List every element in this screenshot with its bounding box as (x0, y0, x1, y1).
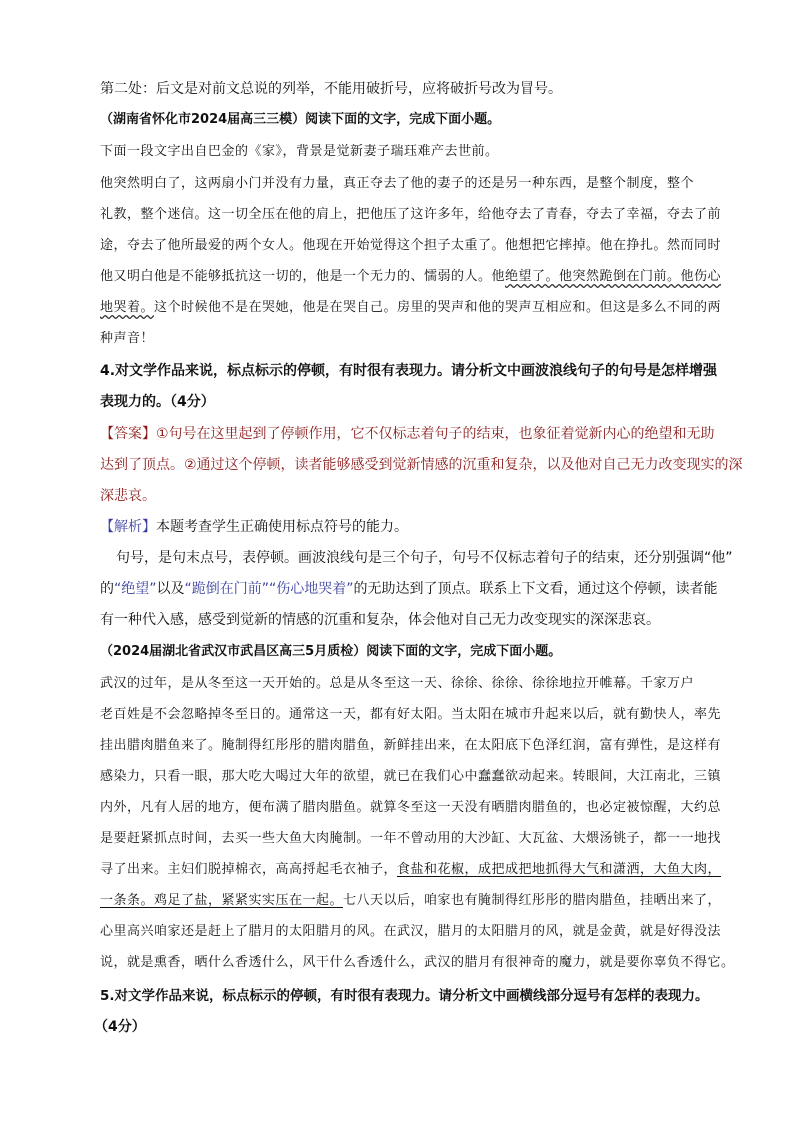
quoted-term: “跪倒在门前”“伤心地哭着” (184, 581, 354, 597)
analysis-text: 的 (100, 581, 114, 597)
passage-2-line: 说，就是熏香，晒什么香透什么，风干什么香透什么，武汉的腊月有很神奇的魔力，就是要你辜负不得它。 (100, 955, 735, 970)
analysis-tag: 【解析】 (100, 519, 156, 535)
question-4: 表现力的。（4分） (100, 394, 215, 410)
passage-text: 七八天以后，咱家也有腌制得红彤彤的腊肉腊鱼，挂晒出来了， (343, 893, 722, 908)
analysis-text: 以及 (156, 581, 185, 597)
passage-1-line: 礼教，整个迷信。这一切全压在他的肩上，把他压了这许多年，给他夺去了青春，夺去了幸福，夺去了前 (100, 207, 722, 222)
passage-2-line: 心里高兴咱家还是赶上了腊月的太阳腊月的风。在武汉，腊月的太阳腊月的风，就是金黄，就是好得没法 (100, 924, 722, 939)
passage-1-line (100, 299, 721, 317)
analysis-line: 有一种代入感，感受到觉新的情感的沉重和复杂，体会他对自己无力改变现实的深深悲哀。 (100, 612, 660, 628)
passage-2-line: 挂出腊肉腊鱼来了。腌制得红彤彤的腊肉腊鱼，新鲜挂出来，在太阳底下色泽红润，富有弹性，是这样有 (100, 738, 722, 753)
passage-2-line (100, 892, 721, 910)
question-5: （4分） (94, 1019, 146, 1035)
source-line-1: （湖南省怀化市2024届高三三模）阅读下面的文字，完成下面小题。 (100, 112, 501, 127)
analysis-text: 的无助达到了顶点。联系上下文看，通过这个停顿，读者能 (353, 581, 718, 597)
passage-2-line: 是要赶紧抓点时间，去买一些大鱼大肉腌制。一年不曾动用的大沙缸、大瓦盆、大煨汤铫子，都一一地找 (100, 831, 722, 846)
passage-2-line: 感染力，只看一眼，那大吃大喝过大年的欲望，就已在我们心中蠢蠢欲动起来。转眼间，大江南北，三镇 (100, 769, 722, 784)
question-5: 5.对文学作品来说，标点标示的停顿，有时很有表现力。请分析文中画横线部分逗号有怎样的表现力。 (100, 988, 709, 1004)
passage-2-line: 内外，凡有人居的地方，便布满了腊肉腊鱼。就算冬至这一天没有晒腊肉腊鱼的，也必定被惊醒，大约总 (100, 800, 722, 815)
passage-1-line: 他突然明白了，这两扇小门并没有力量，真正夺去了他的妻子的还是另一种东西，是整个制度，整个 (100, 176, 695, 191)
note-line: 第二处：后文是对前文总说的列举，不能用破折号，应将破折号改为冒号。 (100, 81, 562, 97)
passage-text: 这个时候他不是在哭她，他是在哭自己。房里的哭声和他的哭声互相应和。但这是多么不同的两 (154, 300, 722, 315)
passage-2-line: 老百姓是不会忽略掉冬至日的。通常这一天，都有好太阳。当太阳在城市升起来以后，就有勤快人，率先 (100, 707, 722, 722)
underlined-sentence: 食盐和花椒，成把成把地抓得大气和潇洒，大鱼大肉， (397, 862, 722, 877)
passage-1-line: 途，夺去了他所最爱的两个女人。他现在开始觉得这个担子太重了。他想把它摔掉。他在挣扎。然而同时 (100, 238, 722, 253)
analysis-line: 句号，是句末点号，表停顿。画波浪线句是三个句子，句号不仅标志着句子的结束，还分别强调“他” (116, 550, 733, 566)
answer-line: 达到了顶点。②通过这个停顿，读者能够感受到觉新情感的沉重和复杂，以及他对自己无力改变现实的深 (100, 457, 743, 473)
quoted-term: “绝望” (114, 581, 157, 597)
answer-tag: 【答案】 (100, 426, 156, 442)
passage-2-line: 武汉的过年，是从冬至这一天开始的。总是从冬至这一天、徐徐、徐徐、徐徐地拉开帷幕。千家万户 (100, 676, 695, 691)
question-4: 4.对文学作品来说，标点标示的停顿，有时很有表现力。请分析文中画波浪线句子的句号是怎样增强 (100, 363, 718, 379)
wavy-underlined-sentence: 地哭着。 (100, 300, 155, 315)
analysis-line (100, 518, 408, 536)
answer-text: ①句号在这里起到了停顿作用，它不仅标志着句子的结束，也象征着觉新内心的绝望和无助 (156, 426, 715, 442)
answer-line: 深悲哀。 (100, 488, 156, 504)
passage-text: 寻了出来。主妇们脱掉棉衣，高高捋起毛衣袖子， (100, 862, 398, 877)
underlined-sentence: 一条条。鸡足了盐，紧紧实实压在一起。 (100, 893, 344, 908)
passage-1-line: 种声音！ (100, 331, 155, 346)
passage-text: 他又明白他是不能够抵抗这一切的，他是一个无力的、懦弱的人。他 (100, 269, 506, 284)
analysis-line (100, 580, 718, 598)
source-line-2: （2024届湖北省武汉市武昌区高三5月质检）阅读下面的文字，完成下面小题。 (100, 644, 562, 659)
analysis-text: 本题考查学生正确使用标点符号的能力。 (156, 519, 408, 535)
answer-line (100, 425, 715, 443)
passage-2-line (100, 861, 721, 879)
passage-1-line (100, 268, 721, 286)
passage-intro: 下面一段文字出自巴金的《家》，背景是觉新妻子瑞珏难产去世前。 (100, 144, 499, 159)
wavy-underlined-sentence: 绝望了。他突然跪倒在门前。他伤心 (505, 269, 722, 284)
